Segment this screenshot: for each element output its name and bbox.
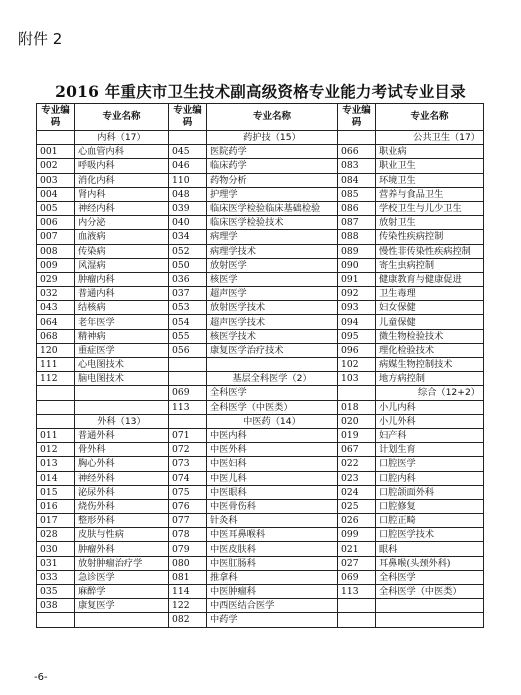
specialty-code — [37, 613, 75, 627]
table-row — [37, 599, 484, 613]
specialty-code: 069 — [169, 386, 207, 400]
specialty-name: 学校卫生与儿少卫生 — [376, 201, 484, 215]
group-heading: 公共卫生（17） — [376, 131, 484, 145]
specialty-code: 053 — [169, 301, 207, 315]
table-cell — [338, 131, 376, 145]
specialty-name: 风湿病 — [75, 258, 169, 272]
table-cell — [338, 386, 376, 400]
specialty-name: 推拿科 — [207, 570, 338, 584]
specialty-code: 016 — [37, 499, 75, 513]
specialty-code: 017 — [37, 514, 75, 528]
specialty-code: 006 — [37, 216, 75, 230]
specialty-name: 病媒生物控制技术 — [376, 358, 484, 372]
specialty-code: 069 — [338, 570, 376, 584]
table-row — [37, 556, 484, 570]
specialty-code: 037 — [169, 287, 207, 301]
specialty-name: 康复医学 — [75, 599, 169, 613]
specialty-name: 心电图技术 — [75, 358, 169, 372]
specialty-code: 034 — [169, 230, 207, 244]
specialty-name: 中医皮肤科 — [207, 542, 338, 556]
group-heading: 药护技（15） — [207, 131, 338, 145]
specialty-name: 放射医学 — [207, 258, 338, 272]
table-cell — [169, 131, 207, 145]
table-row — [37, 514, 484, 528]
specialty-name: 理化检验技术 — [376, 343, 484, 357]
specialty-name: 儿童保健 — [376, 315, 484, 329]
specialty-name: 内分泌 — [75, 216, 169, 230]
specialty-code: 022 — [338, 457, 376, 471]
specialty-code: 110 — [169, 173, 207, 187]
document-title: 2016 年重庆市卫生技术副高级资格专业能力考试专业目录 — [55, 82, 466, 101]
specialty-name: 肾内科 — [75, 187, 169, 201]
table-cell — [169, 414, 207, 428]
table-row — [37, 358, 484, 372]
specialty-code: 077 — [169, 514, 207, 528]
specialty-name: 微生物检验技术 — [376, 329, 484, 343]
specialty-code: 091 — [338, 272, 376, 286]
specialty-name: 老年医学 — [75, 315, 169, 329]
specialty-name: 全科医学（中医类） — [376, 585, 484, 599]
specialty-name: 病理学 — [207, 230, 338, 244]
group-heading: 内科（17） — [75, 131, 169, 145]
specialty-code: 075 — [169, 485, 207, 499]
specialty-code: 094 — [338, 315, 376, 329]
specialty-name — [75, 613, 169, 627]
group-heading: 外科（13） — [75, 414, 169, 428]
specialty-name: 小儿内科 — [376, 400, 484, 414]
specialty-code: 071 — [169, 428, 207, 442]
specialty-code: 078 — [169, 528, 207, 542]
specialty-name: 放射肿瘤治疗学 — [75, 556, 169, 570]
table-row — [37, 428, 484, 442]
table-row — [37, 485, 484, 499]
specialty-name: 普通外科 — [75, 428, 169, 442]
specialty-code: 073 — [169, 457, 207, 471]
specialty-name: 肿瘤内科 — [75, 272, 169, 286]
table-row — [37, 386, 484, 400]
header-name: 专业名称 — [376, 104, 484, 131]
group-heading: 基层全科医学（2） — [207, 372, 338, 386]
specialty-name: 肿瘤外科 — [75, 542, 169, 556]
specialty-code: 015 — [37, 485, 75, 499]
specialty-name: 骨外科 — [75, 443, 169, 457]
specialty-code: 112 — [37, 372, 75, 386]
group-heading: 综合（12+2） — [376, 386, 484, 400]
specialty-name: 职业卫生 — [376, 159, 484, 173]
specialty-code: 012 — [37, 443, 75, 457]
table-cell — [37, 414, 75, 428]
table-body — [37, 131, 484, 628]
specialty-code: 102 — [338, 358, 376, 372]
specialty-code: 080 — [169, 556, 207, 570]
specialty-code: 113 — [338, 585, 376, 599]
specialty-code: 026 — [338, 514, 376, 528]
specialty-code: 038 — [37, 599, 75, 613]
specialty-name: 慢性非传染性疾病控制 — [376, 244, 484, 258]
table-row — [37, 400, 484, 414]
specialty-code: 120 — [37, 343, 75, 357]
page-number: -6- — [34, 672, 48, 683]
specialty-name: 地方病控制 — [376, 372, 484, 386]
specialty-code: 039 — [169, 201, 207, 215]
specialty-code: 090 — [338, 258, 376, 272]
specialty-name: 中医内科 — [207, 428, 338, 442]
table-row — [37, 230, 484, 244]
specialty-name: 精神病 — [75, 329, 169, 343]
specialty-code — [169, 358, 207, 372]
specialty-code: 033 — [37, 570, 75, 584]
specialty-code: 013 — [37, 457, 75, 471]
specialty-name: 中医骨伤科 — [207, 499, 338, 513]
specialty-code: 074 — [169, 471, 207, 485]
table-row — [37, 173, 484, 187]
specialty-name: 中医肿瘤科 — [207, 585, 338, 599]
table-row — [37, 216, 484, 230]
specialty-code: 085 — [338, 187, 376, 201]
specialty-name: 心血管内科 — [75, 145, 169, 159]
specialty-code: 043 — [37, 301, 75, 315]
specialty-name: 全科医学 — [376, 570, 484, 584]
specialty-name: 康复医学治疗技术 — [207, 343, 338, 357]
table-row — [37, 414, 484, 428]
table-cell — [169, 372, 207, 386]
specialty-code: 032 — [37, 287, 75, 301]
table-row — [37, 372, 484, 386]
specialty-name: 小儿外科 — [376, 414, 484, 428]
specialty-code: 056 — [169, 343, 207, 357]
specialty-name: 核医学 — [207, 272, 338, 286]
specialty-name: 普通内科 — [75, 287, 169, 301]
specialty-name: 血液病 — [75, 230, 169, 244]
specialty-name — [207, 358, 338, 372]
specialty-name: 传染病 — [75, 244, 169, 258]
table-row — [37, 201, 484, 215]
specialty-name: 整形外科 — [75, 514, 169, 528]
specialty-name: 超声医学 — [207, 287, 338, 301]
specialty-code: 087 — [338, 216, 376, 230]
specialty-name: 超声医学技术 — [207, 315, 338, 329]
table-row — [37, 272, 484, 286]
specialty-code: 036 — [169, 272, 207, 286]
specialty-code: 079 — [169, 542, 207, 556]
specialty-name: 泌尿外科 — [75, 485, 169, 499]
specialty-name: 中医耳鼻喉科 — [207, 528, 338, 542]
specialty-name: 呼吸内科 — [75, 159, 169, 173]
specialty-name: 口腔修复 — [376, 499, 484, 513]
specialty-name: 脑电图技术 — [75, 372, 169, 386]
specialty-code: 081 — [169, 570, 207, 584]
specialty-code: 048 — [169, 187, 207, 201]
specialty-code: 072 — [169, 443, 207, 457]
specialty-name: 眼科 — [376, 542, 484, 556]
table-row — [37, 471, 484, 485]
specialty-code: 027 — [338, 556, 376, 570]
specialty-code: 008 — [37, 244, 75, 258]
table-row — [37, 159, 484, 173]
table-row — [37, 131, 484, 145]
specialty-code: 092 — [338, 287, 376, 301]
specialty-code: 005 — [37, 201, 75, 215]
specialty-name: 口腔医学 — [376, 457, 484, 471]
table-row — [37, 585, 484, 599]
specialty-code: 018 — [338, 400, 376, 414]
specialty-code: 003 — [37, 173, 75, 187]
specialty-name: 中药学 — [207, 613, 338, 627]
table-row — [37, 187, 484, 201]
specialty-code: 064 — [37, 315, 75, 329]
table-header-row — [37, 104, 484, 131]
specialty-name: 临床医学检验临床基础检验 — [207, 201, 338, 215]
specialty-code: 113 — [169, 400, 207, 414]
specialty-name: 放射卫生 — [376, 216, 484, 230]
specialty-name: 皮肤与性病 — [75, 528, 169, 542]
attachment-label: 附件 2 — [18, 30, 63, 48]
specialty-name: 结核病 — [75, 301, 169, 315]
specialty-name: 妇产科 — [376, 428, 484, 442]
specialty-code: 086 — [338, 201, 376, 215]
specialty-code: 002 — [37, 159, 75, 173]
specialty-code: 031 — [37, 556, 75, 570]
header-code: 专业编码 — [338, 104, 376, 131]
header-code: 专业编码 — [37, 104, 75, 131]
specialty-name: 传染性疾病控制 — [376, 230, 484, 244]
specialty-name: 耳鼻喉(头颈外科) — [376, 556, 484, 570]
specialty-code: 114 — [169, 585, 207, 599]
specialty-code: 052 — [169, 244, 207, 258]
specialty-code: 095 — [338, 329, 376, 343]
specialty-name: 放射医学技术 — [207, 301, 338, 315]
specialty-name: 临床药学 — [207, 159, 338, 173]
specialty-name: 麻醉学 — [75, 585, 169, 599]
specialty-code: 099 — [338, 528, 376, 542]
group-heading: 中医药（14） — [207, 414, 338, 428]
specialty-code: 084 — [338, 173, 376, 187]
table-row — [37, 315, 484, 329]
specialty-code: 050 — [169, 258, 207, 272]
specialty-name: 病理学技术 — [207, 244, 338, 258]
specialty-name: 核医学技术 — [207, 329, 338, 343]
specialty-code — [338, 599, 376, 613]
specialty-code: 045 — [169, 145, 207, 159]
table-row — [37, 499, 484, 513]
specialty-name: 神经外科 — [75, 471, 169, 485]
specialty-code — [338, 613, 376, 627]
specialty-code: 024 — [338, 485, 376, 499]
specialty-code: 009 — [37, 258, 75, 272]
specialty-code: 020 — [338, 414, 376, 428]
specialty-name: 职业病 — [376, 145, 484, 159]
specialty-code: 004 — [37, 187, 75, 201]
specialty-name: 中医儿科 — [207, 471, 338, 485]
specialty-name — [376, 613, 484, 627]
specialty-code: 096 — [338, 343, 376, 357]
specialty-name: 健康教育与健康促进 — [376, 272, 484, 286]
specialty-code: 025 — [338, 499, 376, 513]
specialty-code: 076 — [169, 499, 207, 513]
header-code: 专业编码 — [169, 104, 207, 131]
specialty-name — [75, 400, 169, 414]
specialty-code: 040 — [169, 216, 207, 230]
specialty-name — [75, 386, 169, 400]
table-row — [37, 528, 484, 542]
table-row — [37, 613, 484, 627]
specialty-name: 全科医学 — [207, 386, 338, 400]
specialty-code — [37, 400, 75, 414]
specialty-code: 093 — [338, 301, 376, 315]
specialty-code: 054 — [169, 315, 207, 329]
specialty-code: 028 — [37, 528, 75, 542]
specialty-name: 中西医结合医学 — [207, 599, 338, 613]
specialty-name: 环境卫生 — [376, 173, 484, 187]
specialty-name: 卫生毒理 — [376, 287, 484, 301]
specialty-code: 023 — [338, 471, 376, 485]
table-row — [37, 329, 484, 343]
specialty-name: 口腔内科 — [376, 471, 484, 485]
specialty-name: 中医眼科 — [207, 485, 338, 499]
specialty-name: 神经内科 — [75, 201, 169, 215]
specialty-name: 药物分析 — [207, 173, 338, 187]
specialty-code: 021 — [338, 542, 376, 556]
specialty-code: 068 — [37, 329, 75, 343]
specialty-code: 046 — [169, 159, 207, 173]
specialty-name: 重症医学 — [75, 343, 169, 357]
specialty-name: 妇女保健 — [376, 301, 484, 315]
table-row — [37, 145, 484, 159]
specialty-name: 临床医学检验技术 — [207, 216, 338, 230]
table-row — [37, 570, 484, 584]
table-row — [37, 343, 484, 357]
specialty-code: 035 — [37, 585, 75, 599]
specialty-name: 胸心外科 — [75, 457, 169, 471]
table-row — [37, 542, 484, 556]
table-row — [37, 301, 484, 315]
table-row — [37, 258, 484, 272]
specialty-code: 055 — [169, 329, 207, 343]
specialty-code: 030 — [37, 542, 75, 556]
specialty-name: 烧伤外科 — [75, 499, 169, 513]
specialty-code: 067 — [338, 443, 376, 457]
specialty-name: 中医妇科 — [207, 457, 338, 471]
table-cell — [37, 131, 75, 145]
specialty-code: 088 — [338, 230, 376, 244]
specialty-code: 011 — [37, 428, 75, 442]
specialty-name: 营养与食品卫生 — [376, 187, 484, 201]
specialty-name: 针灸科 — [207, 514, 338, 528]
specialty-code — [37, 386, 75, 400]
specialty-code: 089 — [338, 244, 376, 258]
specialty-code: 019 — [338, 428, 376, 442]
specialty-code: 122 — [169, 599, 207, 613]
specialty-name: 消化内科 — [75, 173, 169, 187]
header-name: 专业名称 — [75, 104, 169, 131]
specialty-name: 口腔正畸 — [376, 514, 484, 528]
specialty-name: 口腔医学技术 — [376, 528, 484, 542]
specialty-code: 103 — [338, 372, 376, 386]
specialty-code: 111 — [37, 358, 75, 372]
specialty-name: 中医肛肠科 — [207, 556, 338, 570]
specialty-name: 全科医学（中医类） — [207, 400, 338, 414]
specialty-name: 急诊医学 — [75, 570, 169, 584]
specialty-name — [376, 599, 484, 613]
table-row — [37, 287, 484, 301]
specialty-code: 066 — [338, 145, 376, 159]
specialty-catalog-table — [36, 103, 484, 628]
table-row — [37, 457, 484, 471]
specialty-name: 医院药学 — [207, 145, 338, 159]
specialty-code: 083 — [338, 159, 376, 173]
specialty-name: 口腔颌面外科 — [376, 485, 484, 499]
specialty-code: 014 — [37, 471, 75, 485]
table-row — [37, 443, 484, 457]
specialty-name: 寄生虫病控制 — [376, 258, 484, 272]
specialty-code: 001 — [37, 145, 75, 159]
table-row — [37, 244, 484, 258]
specialty-code: 007 — [37, 230, 75, 244]
specialty-code: 029 — [37, 272, 75, 286]
specialty-name: 中医外科 — [207, 443, 338, 457]
specialty-name: 计划生育 — [376, 443, 484, 457]
specialty-name: 护理学 — [207, 187, 338, 201]
specialty-code: 082 — [169, 613, 207, 627]
header-name: 专业名称 — [207, 104, 338, 131]
